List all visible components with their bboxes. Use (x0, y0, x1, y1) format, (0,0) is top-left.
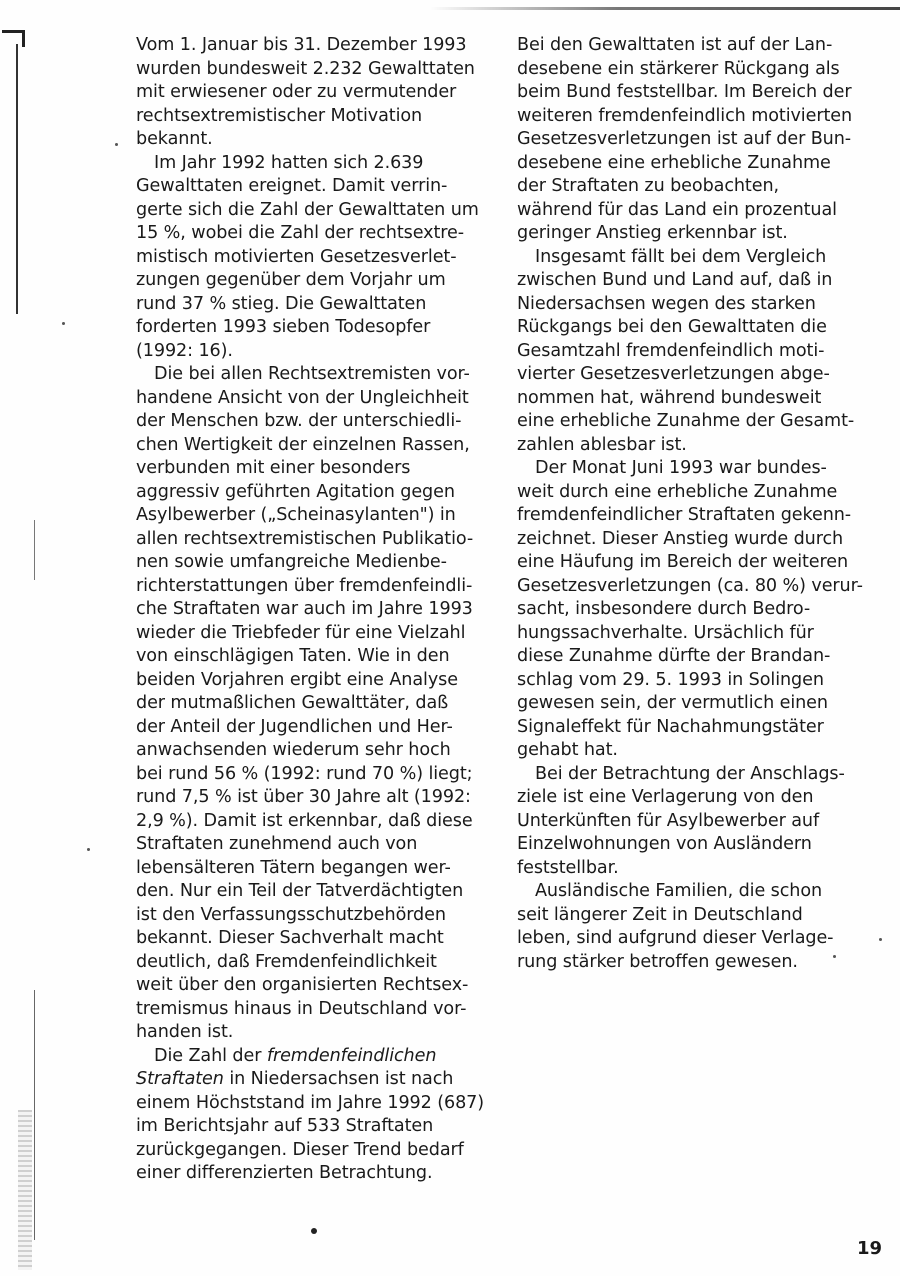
text-line: gerte sich die Zahl der Gewalttaten um (136, 199, 479, 220)
text-line: diese Zunahme dürfte der Brandan- (517, 646, 831, 666)
paragraph (517, 246, 865, 458)
text-line: hungssachverhalte. Ursächlich für (517, 622, 814, 643)
text-line: anwachsenden wiederum sehr hoch (136, 740, 451, 760)
text-line: Gesamtzahl fremdenfeindlich moti- (517, 340, 825, 361)
binding-bracket (2, 30, 25, 47)
text-line: beim Bund feststellbar. Im Bereich der (517, 82, 852, 102)
scan-speck (311, 1228, 317, 1234)
paragraph (517, 34, 865, 246)
text-line: eine erhebliche Zunahme der Gesamt- (517, 411, 855, 431)
text-line: zahlen ablesbar ist. (517, 434, 687, 455)
top-rule (430, 7, 900, 10)
text-line: Gewalttaten ereignet. Damit verrin- (136, 176, 448, 196)
text-line: lebensälteren Tätern begangen wer- (136, 857, 451, 878)
text-line: fremdenfeindlicher Straftaten gekenn- (517, 505, 852, 525)
text-line: (1992: 16). (136, 340, 233, 361)
text-line: vierter Gesetzesverletzungen abge- (517, 364, 830, 384)
binding-edge-line (16, 44, 18, 314)
text-line: allen rechtsextremistischen Publikatio- (136, 528, 474, 549)
text-run: Die Zahl der (154, 1045, 267, 1066)
text-line: 2,9 %). Damit ist erkennbar, daß diese (136, 810, 473, 831)
text-line: handen ist. (136, 1022, 234, 1042)
text-line: zungen gegenüber dem Vorjahr um (136, 270, 446, 290)
text-line: forderten 1993 sieben Todesopfer (136, 317, 431, 337)
paragraph (517, 763, 865, 881)
text-line: nommen hat, während bundesweit (517, 387, 822, 408)
italic-term: fremdenfeindlichen (266, 1045, 437, 1066)
text-line: feststellbar. (517, 857, 619, 878)
text-line: Gesetzesverletzungen (ca. 80 %) verur- (517, 575, 863, 596)
text-line: Die bei allen Rechtsextremisten vor- (154, 364, 470, 384)
text-line: aggressiv geführten Agitation gegen (136, 481, 455, 502)
scan-binding-edge (0, 0, 30, 1276)
paragraph (136, 34, 492, 152)
text-line: rung stärker betroffen gewesen. (517, 951, 798, 972)
text-line: beiden Vorjahren ergibt eine Analyse (136, 669, 458, 690)
text-line: ziele ist eine Verlagerung von den (517, 787, 814, 807)
text-line: weiteren fremdenfeindlich motivierten (517, 105, 853, 126)
text-line: während für das Land ein prozentual (517, 199, 837, 220)
text-line: bekannt. (136, 129, 213, 149)
text-line: schlag vom 29. 5. 1993 in Solingen (517, 669, 824, 690)
left-text-column (136, 34, 492, 1186)
paragraph (136, 363, 492, 1045)
text-line: mit erwiesener oder zu vermutender (136, 82, 457, 102)
scan-speck (879, 938, 882, 941)
scan-speck (115, 143, 118, 146)
page-number: 19 (856, 1238, 882, 1259)
text-line: wurden bundesweit 2.232 Gewalttaten (136, 58, 475, 79)
text-line: Unterkünften für Asylbewerber auf (517, 810, 820, 831)
text-line: richterstattungen über fremdenfeindli- (136, 575, 473, 596)
text-line: sacht, insbesondere durch Bedro- (517, 599, 811, 619)
text-line: im Berichtsjahr auf 533 Straftaten (136, 1116, 434, 1136)
text-line: desebene eine erhebliche Zunahme (517, 152, 831, 173)
text-line: den. Nur ein Teil der Tatverdächtigten (136, 881, 464, 901)
text-line: rund 37 % stieg. Die Gewalttaten (136, 293, 427, 314)
text-line: einem Höchststand im Jahre 1992 (687) (136, 1092, 485, 1113)
paragraph (517, 880, 865, 974)
right-text-column (517, 34, 865, 974)
text-line: Der Monat Juni 1993 war bundes- (535, 458, 827, 478)
text-line: deutlich, daß Fremdenfeindlichkeit (136, 951, 437, 972)
text-line: gehabt hat. (517, 740, 618, 760)
binding-edge-line (34, 990, 35, 1240)
text-line: von einschlägigen Taten. Wie in den (136, 646, 450, 666)
text-line: Bei der Betrachtung der Anschlags- (535, 763, 845, 784)
text-run: in Niedersachsen ist nach (223, 1069, 454, 1089)
text-line: rechtsextremistischer Motivation (136, 105, 423, 126)
scan-speck (62, 322, 65, 325)
text-line: rund 7,5 % ist über 30 Jahre alt (1992: (136, 787, 471, 807)
text-line: Bei den Gewalttaten ist auf der Lan- (517, 35, 833, 55)
text-line: Gesetzesverletzungen ist auf der Bun- (517, 129, 852, 149)
text-line (136, 1045, 492, 1069)
text-line: Signaleffekt für Nachahmungstäter (517, 716, 824, 737)
text-line: chen Wertigkeit der einzelnen Rassen, (136, 434, 470, 455)
text-line: weit durch eine erhebliche Zunahme (517, 481, 838, 502)
text-line: bekannt. Dieser Sachverhalt macht (136, 928, 444, 948)
text-line: verbunden mit einer besonders (136, 458, 411, 478)
paragraph (136, 1045, 492, 1186)
text-line: Im Jahr 1992 hatten sich 2.639 (154, 152, 424, 173)
text-line: zurückgegangen. Dieser Trend bedarf (136, 1139, 464, 1160)
text-line: handene Ansicht von der Ungleichheit (136, 387, 469, 408)
text-line: geringer Anstieg erkennbar ist. (517, 223, 788, 243)
text-line: Straftaten zunehmend auch von (136, 834, 418, 854)
text-line: che Straftaten war auch im Jahre 1993 (136, 599, 473, 619)
paragraph (517, 457, 865, 763)
text-line: ist den Verfassungsschutzbehörden (136, 904, 446, 925)
text-line: Einzelwohnungen von Ausländern (517, 834, 812, 854)
scan-speck (833, 955, 836, 958)
paragraph (136, 152, 492, 364)
text-line: leben, sind aufgrund dieser Verlage- (517, 928, 834, 948)
text-line: der Menschen bzw. der unterschiedli- (136, 411, 462, 431)
text-line: der mutmaßlichen Gewalttäter, daß (136, 693, 449, 713)
text-line: wieder die Triebfeder für eine Vielzahl (136, 622, 466, 643)
text-line: weit über den organisierten Rechtsex- (136, 975, 469, 995)
text-line: gewesen sein, der vermutlich einen (517, 693, 828, 713)
scan-grain (18, 1110, 32, 1270)
text-line: bei rund 56 % (1992: rund 70 %) liegt; (136, 763, 473, 784)
text-line: mistisch motivierten Gesetzesverlet- (136, 246, 457, 267)
binding-edge-line (34, 520, 35, 580)
text-line: Asylbewerber („Scheinasylanten") in (136, 505, 456, 525)
text-line: tremismus hinaus in Deutschland vor- (136, 998, 467, 1019)
text-line: Ausländische Familien, die schon (535, 881, 823, 901)
text-line: seit längerer Zeit in Deutschland (517, 904, 803, 925)
text-line (136, 1068, 492, 1092)
text-line: der Anteil der Jugendlichen und Her- (136, 716, 453, 737)
text-line: Insgesamt fällt bei dem Vergleich (535, 246, 827, 267)
text-line: 15 %, wobei die Zahl der rechtsextre- (136, 223, 464, 243)
text-line: Vom 1. Januar bis 31. Dezember 1993 (136, 35, 467, 55)
text-line: Rückgangs bei den Gewalttaten die (517, 317, 827, 337)
text-line: einer differenzierten Betrachtung. (136, 1163, 433, 1183)
text-line: der Straftaten zu beobachten, (517, 176, 780, 196)
text-line: zeichnet. Dieser Anstieg wurde durch (517, 528, 844, 549)
text-line: nen sowie umfangreiche Medienbe- (136, 552, 447, 572)
italic-term: Straftaten (136, 1069, 224, 1089)
text-line: Niedersachsen wegen des starken (517, 293, 816, 314)
text-line: desebene ein stärkerer Rückgang als (517, 58, 840, 79)
text-line: zwischen Bund und Land auf, daß in (517, 270, 833, 290)
scan-speck (87, 848, 90, 851)
text-line: eine Häufung im Bereich der weiteren (517, 552, 849, 572)
